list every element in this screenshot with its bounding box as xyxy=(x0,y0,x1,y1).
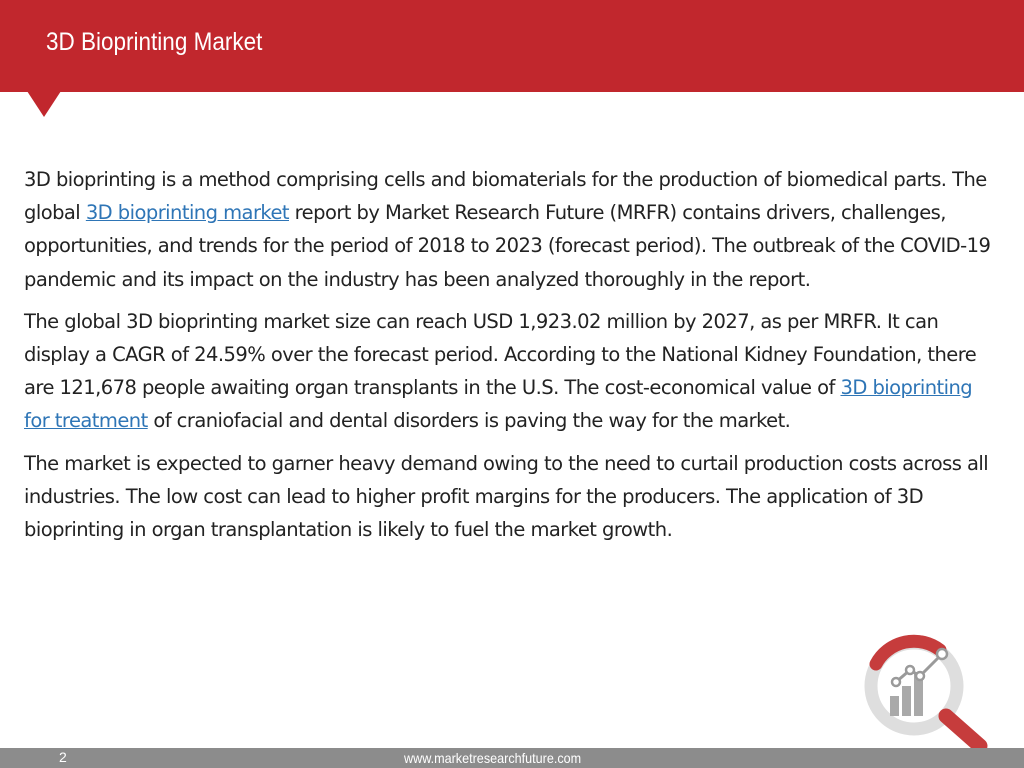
paragraph-1-text-end: report by Market Research Future (MRFR) contains drivers, challenges, opportunities, and trends for the period of 2018 to 2023 (forecast period). The outbreak of the COVID-19 pandemic and its impact on the industry has been analyzed thoroughly in the report. xyxy=(24,201,991,291)
paragraph-1 xyxy=(24,163,994,296)
magnifier-chart-icon xyxy=(862,632,992,750)
paragraph-2-text-start: The global 3D bioprinting market size can reach USD 1,923.02 million by 2027, as per MRFR. It can display a CAGR of 24.59% over the forecast period. According to the National Kidney Foundation, there are 121,678 people awaiting organ transplants in the U.S. The cost-economical value of xyxy=(24,309,977,400)
paragraph-3: The market is expected to garner heavy demand owing to the need to curtail production costs across all industries. The low cost can lead to higher profit margins for the producers. The application of 3D bioprinting in organ transplantation is likely to fuel the market growth. xyxy=(24,451,989,542)
bioprinting-market-link[interactable]: 3D bioprinting market xyxy=(85,201,289,225)
header-bar xyxy=(0,0,1024,92)
footer-url: www.marketresearchfuture.com xyxy=(404,750,582,766)
paragraph-2 xyxy=(24,305,994,438)
body-text xyxy=(24,163,994,555)
paragraph-1-text-start: 3D bioprinting is a method comprising cells and biomaterials for the production of biomedical parts. The global xyxy=(24,168,987,225)
paragraph-2-text-end: of craniofacial and dental disorders is paving the way for the market. xyxy=(147,409,791,433)
page-title: 3D Bioprinting Market xyxy=(46,28,263,56)
page-number: 2 xyxy=(59,749,67,765)
bioprinting-treatment-link[interactable]: 3D bioprinting for treatment xyxy=(24,376,973,433)
footer-bar xyxy=(0,748,1024,768)
header-notch xyxy=(27,91,61,117)
